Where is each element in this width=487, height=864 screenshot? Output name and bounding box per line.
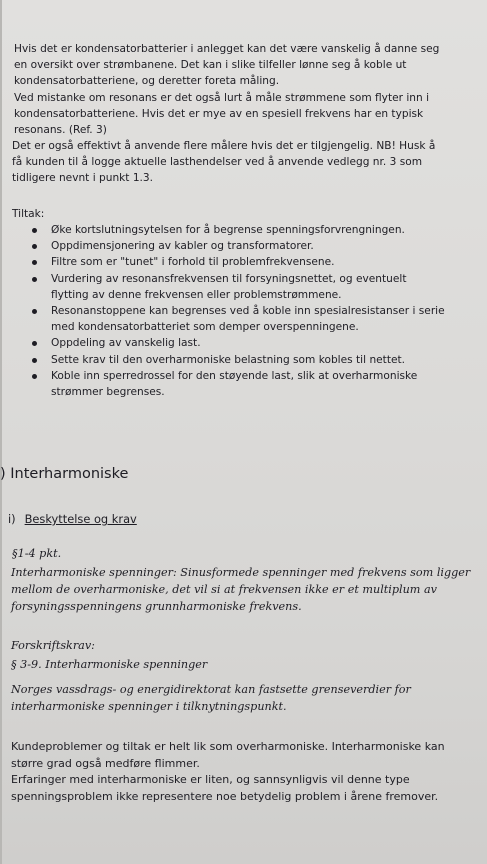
text-line: med kondensatorbatteriet som demper overspenningene. xyxy=(51,321,359,334)
definition-ref: §1-4 pkt. xyxy=(12,547,62,560)
bullet-icon xyxy=(32,228,37,233)
text-line: Filtre som er "tunet" i forhold til problemfrekvensene. xyxy=(51,256,335,269)
text-line: større grad også medføre flimmer. xyxy=(11,756,200,770)
text-line: Ved mistanke om resonans er det også lurt å måle strømmene som flyter inn i xyxy=(14,92,430,104)
text-line: spenningsproblem ikke representere noe betydelig problem i årene fremover. xyxy=(11,789,439,803)
forskrift-ref: § 3-9. Interharmoniske spenninger xyxy=(11,658,208,671)
forskrift-block xyxy=(11,681,411,715)
text-line: Oppdeling av vanskelig last. xyxy=(51,337,201,350)
tiltak-label: Tiltak: xyxy=(12,208,45,220)
list-item xyxy=(30,352,480,368)
bullet-icon xyxy=(32,309,37,314)
list-item xyxy=(30,254,480,270)
subsection-number: i) xyxy=(8,512,16,526)
list-item xyxy=(30,303,480,335)
text-line: forsyningsspenningens grunnharmoniske frekvens. xyxy=(11,600,302,613)
text-line: en oversikt over strømbanene. Det kan i slike tilfeller lønne seg å koble ut xyxy=(14,59,407,72)
definition-block xyxy=(11,564,487,615)
bullet-icon xyxy=(32,260,37,265)
intro-paragraph-1 xyxy=(14,41,439,90)
text-line: mellom de overharmoniske, det vil si at frekvensen ikke er et multiplum av xyxy=(11,583,437,596)
text-line: Oppdimensjonering av kabler og transformatorer. xyxy=(51,240,314,253)
list-item xyxy=(30,238,480,254)
text-line: Sette krav til den overharmoniske belastning som kobles til nettet. xyxy=(51,353,406,366)
forskrift-label: Forskriftskrav: xyxy=(11,639,95,652)
text-line: Norges vassdrags- og energidirektorat kan fastsette grenseverdier for xyxy=(11,683,411,696)
subsection-title: Beskyttelse og krav xyxy=(24,512,137,526)
text-line: Hvis det er kondensatorbatterier i anlegget kan det være vanskelig å danne seg xyxy=(14,43,440,55)
tiltak-list xyxy=(30,222,480,400)
text-line: kondensatorbatteriene. Hvis det er mye av en spesiell frekvens har en typisk xyxy=(14,108,424,121)
text-line: få kunden til å logge aktuelle lasthendelser ved å anvende vedlegg nr. 3 som xyxy=(12,156,423,169)
bullet-icon xyxy=(32,374,37,379)
text-line: resonans. (Ref. 3) xyxy=(14,124,107,137)
text-line: Koble inn sperredrossel for den støyende last, slik at overharmoniske xyxy=(51,369,418,382)
text-line: Øke kortslutningsytelsen for å begrense spenningsforvrengningen. xyxy=(51,224,405,236)
closing-paragraph-2 xyxy=(11,772,487,805)
bullet-icon xyxy=(32,358,37,363)
list-item xyxy=(30,271,480,303)
list-item xyxy=(30,335,480,351)
text-line: tidligere nevnt i punkt 1.3. xyxy=(12,172,154,185)
bullet-icon xyxy=(32,277,37,282)
text-line: flytting av denne frekvensen eller problemstrømmene. xyxy=(51,288,342,301)
closing-paragraph-1 xyxy=(11,739,487,772)
subsection-heading xyxy=(8,511,137,527)
page-edge-shadow xyxy=(0,0,2,864)
bullet-icon xyxy=(32,244,37,249)
list-item xyxy=(30,222,480,238)
text-line: Det er også effektivt å anvende flere målere hvis det er tilgjengelig. NB! Husk å xyxy=(12,140,436,152)
bullet-icon xyxy=(32,341,37,346)
text-line: strømmer begrenses. xyxy=(51,386,165,399)
text-line: Vurdering av resonansfrekvensen til forsyningsnettet, og eventuelt xyxy=(51,272,407,285)
text-line: Resonanstoppene kan begrenses ved å koble inn spesialresistanser i serie xyxy=(51,305,445,318)
text-line: Erfaringer med interharmoniske er liten, og sannsynligvis vil denne type xyxy=(11,773,410,786)
text-line: Kundeproblemer og tiltak er helt lik som overharmoniske. Interharmoniske kan xyxy=(11,740,445,753)
text-line: Interharmoniske spenninger: Sinusformede spenninger med frekvens som ligger xyxy=(11,566,471,579)
intro-paragraph-3 xyxy=(12,138,435,187)
list-item xyxy=(30,368,480,400)
text-line: interharmoniske spenninger i tilknytningspunkt. xyxy=(11,700,287,713)
text-line: kondensatorbatteriene, og deretter foreta måling. xyxy=(14,75,280,88)
section-heading: ) Interharmoniske xyxy=(0,466,129,482)
intro-paragraph-2 xyxy=(14,90,429,139)
